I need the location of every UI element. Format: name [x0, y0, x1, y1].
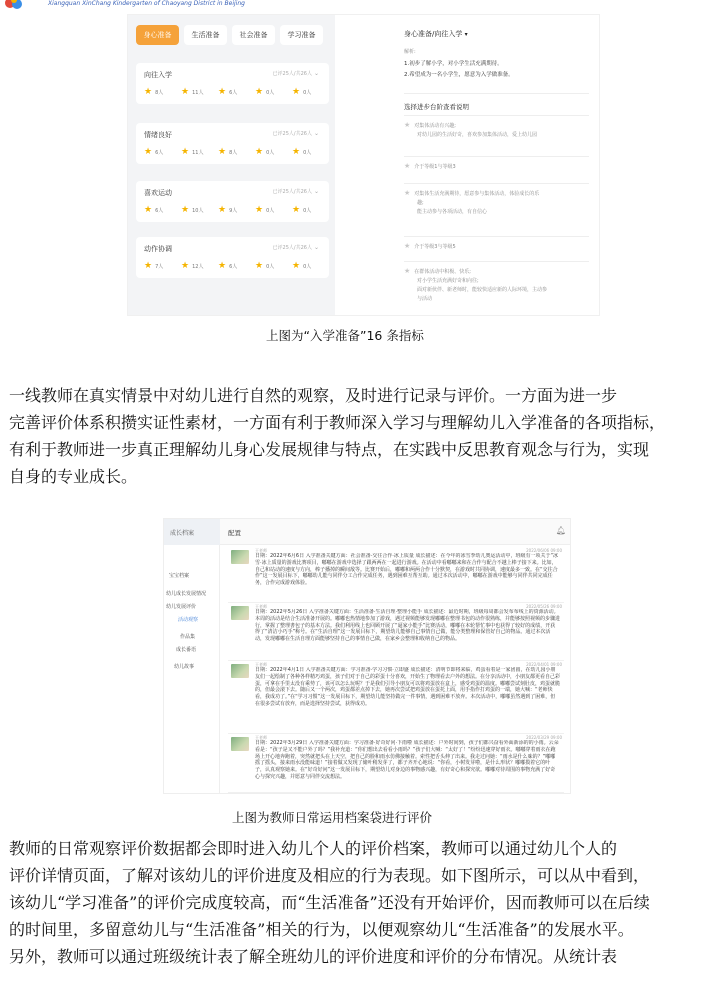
star-count-item: [255, 206, 292, 215]
caption-2: 上图为教师日常运用档案袋进行评价: [232, 810, 433, 825]
kindergarten-logo-icon: [4, 0, 24, 10]
indicator-title: 情绪良好: [144, 131, 172, 139]
level-line: ★ 对集体活动有兴趣;: [404, 121, 456, 129]
observation-entry[interactable]: [228, 548, 564, 603]
indicator-screenshot: [127, 14, 600, 316]
tab-life[interactable]: 生活准备: [184, 25, 227, 45]
star-icon: ★: [181, 87, 190, 97]
indicator-progress: 已评25人/共26人 ⌄: [272, 70, 319, 77]
chevron-down-icon: ⌄: [313, 130, 319, 137]
level-line: 能主动参与各项活动，有自信心: [417, 209, 488, 215]
portfolio-screenshot: [163, 518, 571, 794]
observation-entry[interactable]: [228, 604, 564, 661]
star-icon: ★: [144, 147, 153, 157]
sidebar: [164, 545, 220, 794]
caret-down-icon: ▾: [464, 31, 468, 38]
star-count-item: [292, 262, 329, 271]
analysis-line: 2.希望成为一名小学生，愿意为入学做准备。: [404, 72, 514, 78]
chevron-down-icon: ⌄: [313, 70, 319, 77]
category-tabs: [136, 25, 323, 45]
indicator-card[interactable]: [136, 181, 329, 222]
star-icon: ★: [144, 87, 153, 97]
star-count: 9人: [229, 208, 238, 214]
star-icon: ★: [255, 261, 264, 271]
level-line: 对幼儿园的生活好奇，喜欢参加集体活动，爱上幼儿园: [417, 132, 538, 138]
level-line: ★ 介于等级1与等级3: [404, 162, 456, 170]
entry-text: 日期：2022年3月29日 入学准备关键方面：学习准备·好奇好问·下雨啦 成长描述：户外时间到，孩子们都兴奋看外面新添的的小雨。云朵看是：“孩子是又不能户外了吗？”我补充道：“你们想出去看看小雨吗？”孩子们大喊：“太好了！”纷纷迅速穿好雨衣。嘟嘟穿着雨衣在跑场上开心地奔跑着，突然就把头在上天空，把自己的脸和雨水仿佛接触着。索性把舌头伸了出来。我走过问她：“雨水是什么味的？”嘟嘟摇了摇头，接来雨水没能味道！”接着做又发现了储叶稍发芽了，都子齐开心地说：“你看，小树发芽啦，是什么形状？嘟嘟摸着它的叶子，认真观察她来。在“好奇好问”这一发展目标下，期望幼儿对身边的事物感兴趣，有好奇心和探究欲。嘟嘟对待周围的事物充满了好奇心与探究兴趣，并愿意与同伴交流想法。: [255, 740, 559, 780]
star-count: 0人: [266, 150, 275, 156]
tab-body-mind[interactable]: 身心准备: [136, 25, 179, 45]
header-banner: [0, 0, 706, 14]
star-icon: ★: [218, 261, 227, 271]
analysis-label: 解析:: [404, 49, 416, 55]
top-bar: [164, 519, 571, 545]
level-line: 对小学生活充满好奇和向往;: [417, 278, 479, 284]
star-counts: [144, 262, 329, 271]
entry-text: 日期：2022年5月26日 入学准备关键方面：生活准备·生活自理·整理小能手 成长描述：最近时期，班级每周都会发布布线上的资源活动。本周的活动是结合生活准备开展的。嘟嘟也热情地参加了游戏，遇过视频能够发现嘟嘟在整理书包的动作很熟练，并能够按照视频的步骤进行，掌握了整理書包子的基本方法。我们利用线上也回顾开展了“逼家小能手”比赛活动，嘟嘟在本轮帮忙事中也获得了较好的成绩，开获得了“清洁小巧手”称号。在“生活自理”这一发展目标下，期望幼儿能够自己事情自己做，能分类整理和保管好自己的物品。通过本次活动，发现嘟嘟在生活自理方面能够坚持自己的事情自己做，在家乡会整理和收纳自己的物品。: [255, 609, 560, 643]
star-count-item: [218, 88, 255, 97]
divider: [404, 261, 589, 262]
header-school-name: Xiangquan XinChang Kindergarten of Chaoyang District in Beijing: [48, 0, 245, 7]
star-count-item: [144, 206, 181, 215]
star-count-item: [181, 262, 218, 271]
star-count: 0人: [303, 150, 312, 156]
star-count: 11人: [192, 90, 204, 96]
star-count: 7人: [155, 264, 164, 270]
entry-author: 王老师: [255, 735, 267, 740]
star-count: 0人: [266, 208, 275, 214]
star-icon: ★: [181, 261, 190, 271]
indicator-title: 向往入学: [144, 71, 172, 79]
paragraph-line: 自身的专业成长。: [9, 467, 138, 486]
divider: [404, 115, 589, 116]
star-icon: ★: [404, 267, 411, 275]
star-icon: ★: [255, 205, 264, 215]
detail-title[interactable]: 身心准备/向往入学 ▾: [404, 30, 468, 38]
star-icon: ★: [404, 189, 411, 197]
star-count-item: [181, 148, 218, 157]
star-count: 0人: [303, 208, 312, 214]
indicator-progress: 已评25人/共26人 ⌄: [272, 244, 319, 251]
entry-date: 2022/04/01 09:00: [526, 662, 562, 667]
paragraph-line: 教师的日常观察评价数据都会即时进入幼儿个人的评价档案，教师可以通过幼儿个人的: [9, 839, 618, 858]
paragraph-line: 另外，教师可以通过班级统计表了解全班幼儿的评价进度和评价的分布情况。从统计表: [9, 947, 618, 966]
star-counts: [144, 206, 329, 215]
star-icon: ★: [218, 205, 227, 215]
entry-author: 王老师: [255, 548, 267, 553]
indicator-card[interactable]: [136, 63, 329, 104]
level-item[interactable]: [404, 242, 456, 252]
chevron-down-icon: ⌄: [313, 244, 319, 251]
star-count-item: [292, 88, 329, 97]
star-count-item: [181, 88, 218, 97]
chevron-down-icon: ⌄: [313, 188, 319, 195]
level-item[interactable]: [404, 267, 547, 304]
tab-social[interactable]: 社会准备: [232, 25, 275, 45]
star-count: 6人: [155, 150, 164, 156]
star-icon: ★: [404, 162, 411, 170]
star-count-item: [255, 148, 292, 157]
star-icon: ★: [218, 87, 227, 97]
star-count-item: [144, 148, 181, 157]
star-count: 6人: [229, 264, 238, 270]
star-count: 0人: [303, 90, 312, 96]
star-count-item: [292, 206, 329, 215]
paragraph-line: 评价详情页面，了解对该幼儿的评价进度及相应的行为表现。如下图所示，可以从中看到，: [9, 866, 650, 885]
level-line: ★ 介于等级3与等级5: [404, 242, 456, 250]
level-line: 面对新伙伴、新老师时，能较快适应新的人际环境，主动参: [417, 287, 548, 293]
star-icon: ★: [292, 87, 301, 97]
star-count: 8人: [155, 90, 164, 96]
indicator-title: 动作协调: [144, 245, 172, 253]
star-icon: ★: [404, 242, 411, 250]
indicator-progress: 已评25人/共26人 ⌄: [272, 130, 319, 137]
star-counts: [144, 148, 329, 157]
photo-thumbnail[interactable]: [231, 664, 249, 678]
observation-entry[interactable]: [228, 662, 564, 734]
level-item[interactable]: [404, 189, 539, 217]
star-count: 0人: [266, 264, 275, 270]
star-icon: ★: [404, 121, 411, 129]
star-count-item: [181, 206, 218, 215]
level-line: 与活动: [417, 296, 433, 302]
indicator-progress: 已评25人/共26人 ⌄: [272, 188, 319, 195]
star-count-item: [144, 262, 181, 271]
star-icon: ★: [218, 147, 227, 157]
entry-author: 王老师: [255, 662, 267, 667]
bell-icon[interactable]: 🔔︎: [555, 526, 566, 535]
star-count: 6人: [229, 90, 238, 96]
paragraph-line: 完善评价体系积攒实证性素材，一方面有利于教师深入学习与理解幼儿入学准备的各项指标，: [9, 413, 666, 432]
paragraph-line: 有利于教师进一步真正理解幼儿身心发展规律与特点，在实践中反思教育观念与行为，实现: [9, 440, 650, 459]
divider: [404, 236, 589, 237]
indicator-card[interactable]: [136, 237, 329, 278]
entry-author: 王老师: [255, 604, 267, 609]
star-count: 0人: [266, 90, 275, 96]
star-icon: ★: [292, 147, 301, 157]
level-item[interactable]: [404, 162, 456, 172]
star-icon: ★: [255, 87, 264, 97]
caption-1: 上图为“入学准备”16 条指标: [266, 328, 424, 343]
observation-entry[interactable]: [228, 735, 564, 793]
entry-date: 2022/05/26 09:00: [526, 604, 562, 609]
star-count: 8人: [229, 150, 238, 156]
star-icon: ★: [181, 205, 190, 215]
indicator-detail: [394, 15, 594, 316]
divider: [404, 156, 589, 157]
star-count-item: [255, 262, 292, 271]
star-icon: ★: [255, 147, 264, 157]
divider: [404, 93, 589, 94]
entry-text: 日期：2022年4月1日 入学准备关键方面：学习准备·学习习惯·立即盛 成长描述：清明节即将来临，鸡蛋看着是一家团圆，在幼儿园小朋友们一起绘制了各种各样精巧鸡蛋，孩子们对于自己的彩蛋十分喜欢，开始生了物理看去户外的想法。在分享活动中，小朋友都更看自己彩蛋，可拿在手里太没有乘势了，该可以怎么玩呢？于是我们引导小朋友可以将鸡蛋放在盒上，感受鸡蛋的温度。嘟嘟尝试刻肚皮，鸡蛋就脆的，但最会滚下去。随后又一个两次，鸡蛋都差点掉下去，她再次尝试把鸡蛋放在蛋托上面，用手指作打鸡蛋的一端，她大喊：“老师快看，我成功了。”在“学习习惯”这一发展目标下，期望幼儿能坚持做完一件事情，遇到困难不放弃。本次活动中，嘟嘟虽然遇到了困难，但在很多尝试有放弃，而是选择坚持尝试，获得成功。: [255, 667, 560, 707]
level-line: ★ 对集体生活充满期待，愿意参与集体活动，体验成长的乐: [404, 189, 540, 197]
sidebar-item[interactable]: 成长番语: [176, 647, 197, 653]
analysis-line: 1.初步了解小学，对小学生活充满期待。: [404, 61, 503, 67]
star-icon: ★: [292, 261, 301, 271]
levels-heading: 选择进步台阶查看说明: [404, 103, 469, 111]
entry-date: 2022/03/29 09:00: [526, 735, 562, 740]
paragraph-line: 的时间里，多留意幼儿与“生活准备”相关的行为，以便观察幼儿“生活准备”的发展水平。: [9, 920, 634, 939]
star-count: 11人: [192, 150, 204, 156]
nav-config[interactable]: 配置: [228, 529, 241, 537]
star-count-item: [255, 88, 292, 97]
indicator-title: 喜欢运动: [144, 189, 172, 197]
photo-thumbnail[interactable]: [231, 737, 249, 751]
paragraph-line: 该幼儿“学习准备”的评价完成度较高，而“生活准备”还没有开始评价，因而教师可以在后续: [9, 893, 650, 912]
sidebar-item[interactable]: 活动观察: [178, 617, 199, 623]
level-line: ★ 在群体活动中积极、快乐;: [404, 267, 471, 275]
sidebar-item[interactable]: 作品集: [180, 634, 196, 640]
indicator-card[interactable]: [136, 123, 329, 164]
star-icon: ★: [144, 261, 153, 271]
sidebar-item[interactable]: 幼儿发展评价: [166, 604, 197, 610]
divider: [404, 183, 589, 184]
paragraph-2: [9, 835, 699, 970]
tab-learning[interactable]: 学习准备: [280, 25, 323, 45]
photo-thumbnail[interactable]: [231, 550, 249, 564]
sidebar-item[interactable]: 宝宝档案: [169, 573, 190, 579]
paragraph-line: 一线教师在真实情景中对幼儿进行自然的观察，及时进行记录与评价。一方面为进一步: [9, 386, 618, 405]
star-count: 10人: [192, 208, 204, 214]
star-icon: ★: [144, 205, 153, 215]
star-count: 6人: [155, 208, 164, 214]
entry-date: 2022/06/06 09:00: [526, 548, 562, 553]
brand-label: 成长档案: [164, 519, 220, 545]
photo-thumbnail[interactable]: [231, 606, 249, 620]
star-count-item: [292, 148, 329, 157]
entry-text: 日期：2022年6月6日 入学准备关键方面：社会准备·交往合作·冰上质量 成长描述：在今年的冰雪季幼儿奥运活动中，班级有一项关于“冰雪·冰上质量的游戏比赛项目，嘟嘟在游戏中选择了跟两两在一起进行游戏。在活动中看嘟嘟来和在合作与配合不越上棒子接下来。比如，自己和站动的速度与方向，棒子播掉的瞬间敌等。比赛开始后，嘟嘟和两两合作十分默契，在游戏时共同协调，速度最多一致。在“交往合作”这一发展目标下，嘟嘟幼儿能与同伴分工合作完成任务，遇到困难互帮互助。通过本次活动中，嘟嘟在游戏中能够与同伴共同完成任务，合作完成游戏体验。: [255, 553, 559, 587]
star-count-item: [218, 206, 255, 215]
star-icon: ★: [292, 205, 301, 215]
star-icon: ★: [181, 147, 190, 157]
level-item[interactable]: [404, 121, 537, 140]
star-count: 12人: [192, 264, 204, 270]
star-count: 0人: [303, 264, 312, 270]
star-count-item: [218, 262, 255, 271]
sidebar-item[interactable]: 幼儿故事: [174, 664, 195, 670]
star-counts: [144, 88, 329, 97]
star-count-item: [144, 88, 181, 97]
sidebar-item[interactable]: 幼儿成长发展情况: [166, 591, 207, 597]
star-count-item: [218, 148, 255, 157]
level-line: 趣;: [417, 200, 424, 206]
indicator-panel: [128, 15, 335, 316]
paragraph-1: [9, 382, 699, 490]
